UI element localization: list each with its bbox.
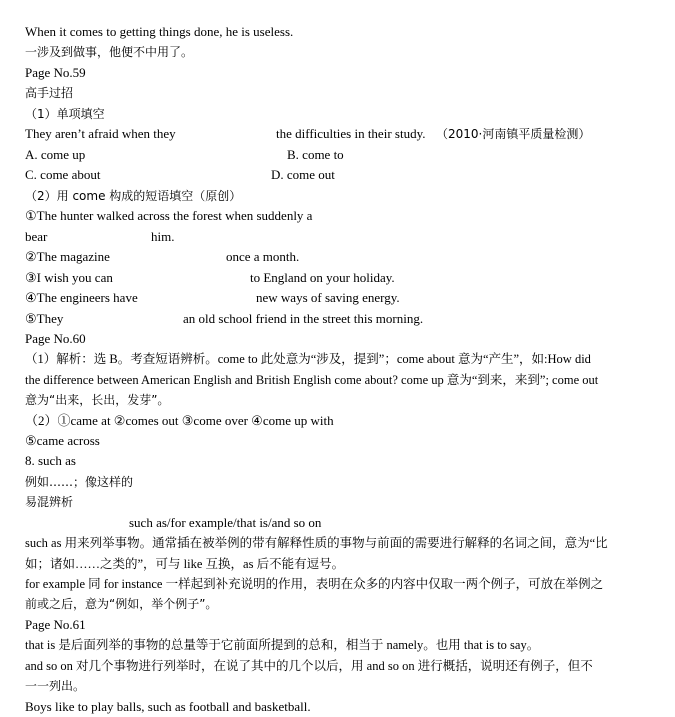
option-c: C. come about xyxy=(25,167,101,182)
answer-explanation-line1: （1）解析：选 B。考查短语辨析。come to 此处意为“涉及，提到”；come about 意为“产生”，如:How did xyxy=(25,352,591,366)
fill-item-5-start: ⑤They xyxy=(25,311,64,326)
example-sentence-balls: Boys like to play balls, such as football and basketball. xyxy=(25,699,311,714)
example-sentence-zh: 一涉及到做事，他便不中用了。 xyxy=(25,45,194,59)
question-source: （2010·河南镇平质量检测） xyxy=(436,127,591,141)
that-is-note: that is 是后面列举的事物的总量等于它前面所提到的总和，相当于 namely。也用 that is to say。 xyxy=(25,638,540,652)
such-as-note-line2: 如；诸如……之类的”，可与 like 互换，as 后不能有逗号。 xyxy=(25,557,345,571)
option-d: D. come out xyxy=(271,167,335,182)
fill-item-3-end: to England on your holiday. xyxy=(250,270,395,285)
confusables-list: such as/for example/that is/and so on xyxy=(129,515,322,530)
option-b: B. come to xyxy=(287,147,344,162)
entry-meaning: 例如……；像这样的 xyxy=(25,475,134,489)
and-so-on-note-line2: 一一列出。 xyxy=(25,679,86,693)
answers-fill-in-5: ⑤came across xyxy=(25,433,100,448)
fill-item-3-start: ③I wish you can xyxy=(25,270,113,285)
question-stem-part2: the difficulties in their study. xyxy=(276,126,426,141)
answer-explanation-line3: 意为“出来，长出，发芽”。 xyxy=(25,393,170,407)
fill-item-2-start: ②The magazine xyxy=(25,249,110,264)
question-stem-part1: They aren’t afraid when they xyxy=(25,126,176,141)
answer-explanation-line2: the difference between American English and British English come about? come up 意为“到来，来到”; come out xyxy=(25,373,599,387)
for-example-note-line2: 前或之后，意为“例如，举个例子”。 xyxy=(25,597,218,611)
such-as-note-line1: such as 用来列举事物。通常插在被举例的带有解释性质的事物与前面的需要进行解释的名词之间，意为“比 xyxy=(25,536,608,550)
fill-item-4-end: new ways of saving energy. xyxy=(256,290,400,305)
subheading-fill-in: （2）用 come 构成的短语填空（原创） xyxy=(25,189,242,203)
option-a: A. come up xyxy=(25,147,86,162)
entry-heading-such-as: 8. such as xyxy=(25,453,76,468)
answers-fill-in: （2）①came at ②comes out ③come over ④come up with xyxy=(25,413,334,428)
and-so-on-note-line1: and so on 对几个事物进行列举时，在说了其中的几个以后，用 and so on 进行概括，说明还有例子，但不 xyxy=(25,659,593,673)
subheading-single-choice: （1）单项填空 xyxy=(25,107,105,121)
fill-item-1-bear: bear xyxy=(25,229,48,244)
example-sentence-en: When it comes to getting things done, he is useless. xyxy=(25,24,294,39)
for-example-note-line1: for example 同 for instance 一样起到补充说明的作用，表明在众多的内容中仅取一两个例子，可放在举例之 xyxy=(25,577,604,591)
fill-item-2-end: once a month. xyxy=(226,249,300,264)
page-number-61: Page No.61 xyxy=(25,617,86,632)
subheading-confusables: 易混辨析 xyxy=(25,495,74,509)
page-number-60: Page No.60 xyxy=(25,331,86,346)
section-heading-exercises: 高手过招 xyxy=(25,86,74,100)
fill-item-5-end: an old school friend in the street this morning. xyxy=(183,311,424,326)
fill-item-4-start: ④The engineers have xyxy=(25,290,138,305)
fill-item-1-line1: ①The hunter walked across the forest when suddenly a xyxy=(25,208,313,223)
fill-item-1-end: him. xyxy=(151,229,175,244)
page-number-59: Page No.59 xyxy=(25,65,86,80)
